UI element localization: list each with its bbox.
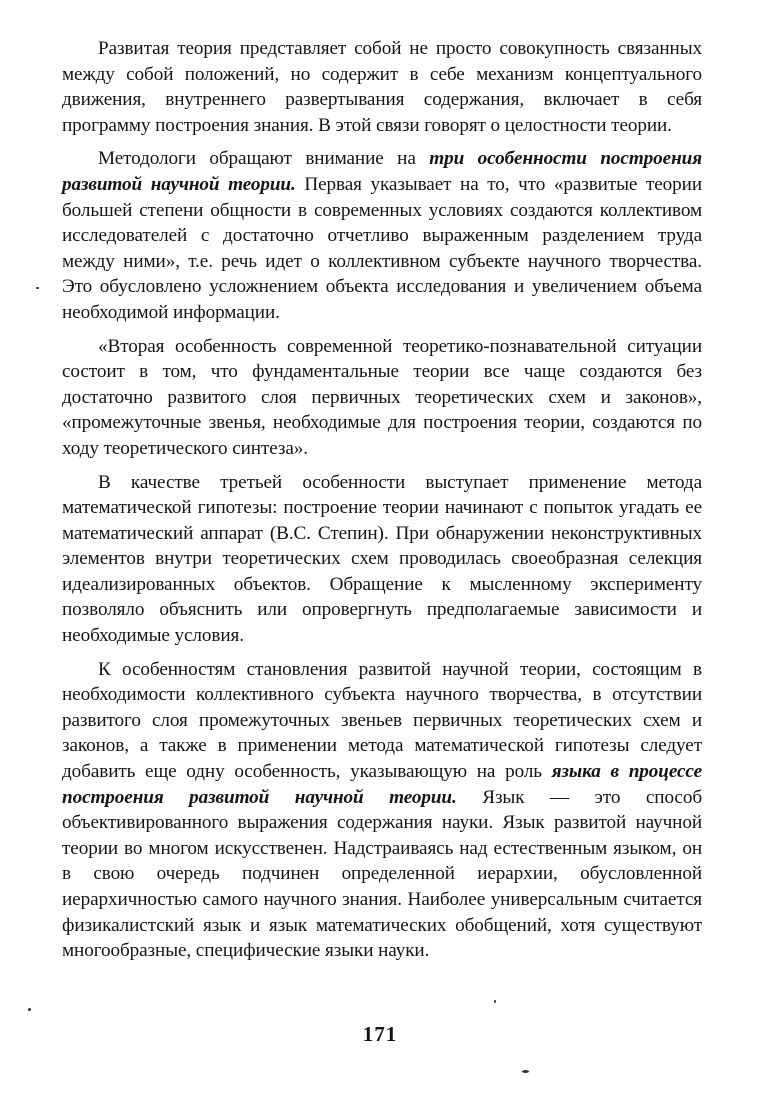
scan-speck	[494, 1000, 496, 1003]
scan-speck	[36, 287, 39, 289]
paragraph-2-text-a: Методологи обращают внимание на	[98, 148, 430, 170]
paragraph-2	[62, 146, 702, 325]
paragraph-4	[62, 470, 702, 649]
paragraph-3-text: «Вторая особенность современной теоретико-познавательной ситуации состоит в том, что фундаментальные теории все чаще создаются без достаточно развитого слоя первичных теоретических схем и законов», «промежуточные звенья, необходимые для построения теории, создаются по ходу теоретического синтеза».	[62, 335, 702, 459]
paragraph-5	[62, 657, 702, 964]
page-number: 171	[362, 1022, 398, 1046]
paragraph-1-text: Развитая теория представляет собой не просто совокупность связанных между собой положений, но содержит в себе механизм концептуального движения, внутреннего развертывания содержания, включает в себя программу построения знания. В этой связи говорят о целостности теории.	[62, 38, 702, 136]
paragraph-5-emphasis: языка в процессе построения развитой научной теории.	[62, 761, 702, 808]
paragraph-3	[62, 334, 702, 462]
scan-speck	[522, 1070, 529, 1073]
paragraph-2-emphasis: три особенности построения развитой научной теории.	[62, 148, 702, 195]
paragraph-5-text-b: Язык — это способ объективированного выражения содержания науки. Язык развитой научной теории во многом искусственен. Надстраиваясь над естественным языком, он в свою очередь подчинен определенной иерархии, обусловленной иерархичностью самого научного знания. Наиболее универсальным считается физикалистский язык и язык математических обобщений, хотя существуют многообразные, специфические языки науки.	[62, 786, 702, 962]
paragraph-5-text-a: К особенностям становления развитой научной теории, состоящим в необходимости коллективного субъекта научного творчества, в отсутствии развитого слоя промежуточных звеньев первичных теоретических схем и законов, а также в применении метода математической гипотезы следует добавить еще одну особенность, указывающую на роль	[62, 658, 702, 783]
scan-speck	[28, 1008, 31, 1011]
paragraph-4-text: В качестве третьей особенности выступает применение метода математической гипотезы: построение теории начинают с попыток угадать ее математический аппарат (В.С. Степин). При обнаружении неконструктивных элементов внутри теоретических схем проводилась своеобразная селекция идеализированных объектов. Обращение к мысленному эксперименту позволяло объяснить или опровергнуть предполагаемые зависимости и необходимые условия.	[62, 471, 702, 647]
paragraph-1	[62, 36, 702, 138]
paragraph-2-text-b: Первая указывает на то, что «развитые теории большей степени общности в современных условиях создаются коллективом исследователей с достаточно отчетливо выраженным разделением труда между ними», т.е. речь идет о коллективном субъекте научного творчества. Это обусловлено усложнением объекта исследования и увеличением объема необходимой информации.	[62, 173, 702, 323]
page-body	[62, 36, 702, 972]
